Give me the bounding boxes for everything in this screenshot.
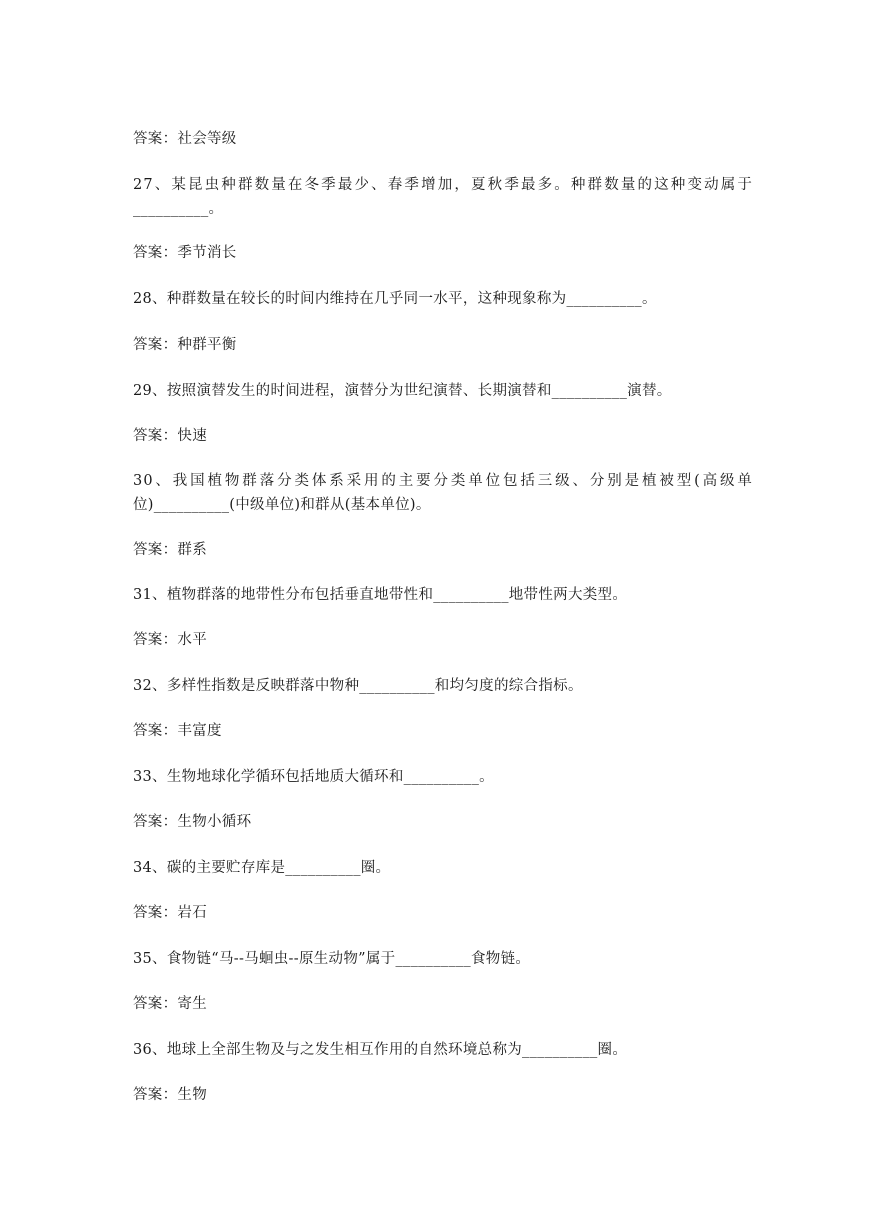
answer-line: 答案：水平 [133, 632, 207, 648]
answer-line: 答案：季节消长 [133, 245, 237, 261]
question-line: 30、我国植物群落分类体系采用的主要分类单位包括三级、分别是植被型(高级单 [133, 473, 753, 489]
question-line: 33、生物地球化学循环包括地质大循环和__________。 [133, 769, 494, 785]
question-line: 34、碳的主要贮存库是__________圈。 [133, 860, 391, 876]
answer-line: 答案：社会等级 [133, 131, 237, 147]
question-line: 29、按照演替发生的时间进程，演替分为世纪演替、长期演替和__________演替。 [133, 383, 672, 399]
answer-line: 答案：岩石 [133, 905, 207, 921]
question-line: 36、地球上全部生物及与之发生相互作用的自然环境总称为__________圈。 [133, 1042, 628, 1058]
question-continuation-line: __________。 [133, 201, 224, 217]
answer-line: 答案：寄生 [133, 996, 207, 1012]
answer-line: 答案：快速 [133, 428, 207, 444]
question-line: 27、某昆虫种群数量在冬季最少、春季增加，夏秋季最多。种群数量的这种变动属于 [133, 177, 753, 193]
answer-line: 答案：生物 [133, 1087, 207, 1103]
question-line: 35、食物链“马--马蛔虫--原生动物”属于__________食物链。 [133, 951, 531, 967]
question-line: 32、多样性指数是反映群落中物种__________和均匀度的综合指标。 [133, 678, 583, 694]
answer-line: 答案：种群平衡 [133, 337, 237, 353]
answer-line: 答案：生物小循环 [133, 814, 252, 830]
question-line: 28、种群数量在较长的时间内维持在几乎同一水平，这种现象称为__________。 [133, 291, 657, 307]
question-line: 31、植物群落的地带性分布包括垂直地带性和__________地带性两大类型。 [133, 587, 628, 603]
answer-line: 答案：丰富度 [133, 723, 222, 739]
question-continuation-line: 位)__________(中级单位)和群从(基本单位)。 [133, 497, 431, 513]
answer-line: 答案：群系 [133, 542, 207, 558]
